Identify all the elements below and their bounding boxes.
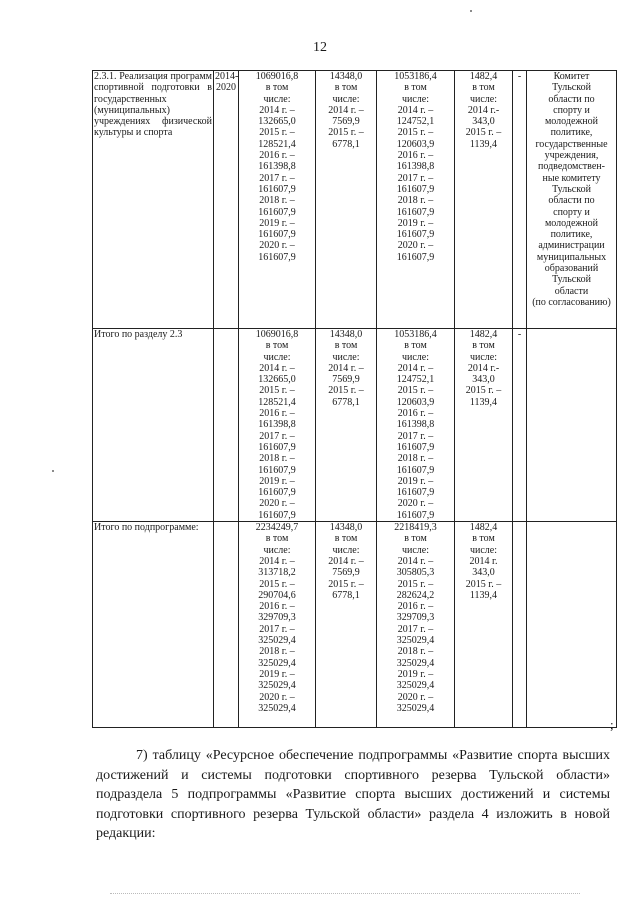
regional-budget-cell-line: в том	[404, 533, 427, 545]
years-cell	[214, 522, 239, 728]
executor-cell	[527, 522, 617, 728]
municipal-budget-cell-line: 2014 г.	[469, 555, 498, 567]
total-amount-cell-line: в том	[265, 340, 289, 352]
total-amount-cell-line: 2020 г. –	[259, 691, 295, 703]
executor-cell-line: образований	[544, 263, 599, 275]
total-amount-cell-line: 2014 г. –	[259, 104, 295, 116]
federal-budget-cell-line: 2014 г. –	[328, 555, 364, 567]
total-amount-cell-line: 2018 г. –	[259, 646, 295, 658]
total-amount-cell	[239, 71, 316, 329]
municipal-budget-cell	[455, 522, 513, 728]
regional-budget-cell-line: 120603,9	[396, 138, 435, 150]
executor-cell-line: Комитет	[553, 71, 590, 82]
total-amount-cell-line: 161607,9	[258, 206, 296, 218]
municipal-budget-cell-line: в том	[472, 340, 495, 352]
regional-budget-cell-line: 2015 г. –	[397, 127, 434, 139]
executor-cell-line: муниципальных	[536, 251, 607, 263]
total-amount-cell-line: числе:	[263, 351, 291, 363]
federal-budget-cell-line: 6778,1	[332, 138, 360, 150]
regional-budget-cell-line: 2018 г. –	[397, 646, 434, 658]
federal-budget-cell	[316, 71, 377, 329]
municipal-budget-cell-line: 1482,4	[469, 329, 498, 340]
regional-budget-cell-line: числе:	[401, 351, 430, 363]
executor-cell	[527, 329, 617, 522]
regional-budget-cell-line: 329709,3	[396, 612, 435, 624]
total-amount-cell-line: 161398,8	[258, 161, 296, 173]
federal-budget-cell	[316, 329, 377, 522]
total-amount-cell-line: 325029,4	[258, 635, 296, 647]
executor-cell-line: Тульской	[552, 82, 591, 94]
executor-cell-line: молодежной	[544, 116, 599, 128]
total-amount-cell-line: 2018 г. –	[259, 453, 295, 465]
regional-budget-cell-line: в том	[404, 340, 427, 352]
regional-budget-cell-line: 2014 г. –	[397, 362, 434, 374]
total-amount-cell-line: 313718,2	[258, 567, 296, 579]
total-amount-cell-line: 161607,9	[258, 229, 296, 241]
total-amount-cell-line: 325029,4	[258, 702, 296, 714]
municipal-budget-cell-line: 1482,4	[469, 71, 498, 82]
total-amount-cell	[239, 522, 316, 728]
municipal-budget-cell-line: в том	[472, 82, 495, 94]
federal-budget-cell-line: 2015 г. –	[328, 578, 364, 590]
total-amount-cell-line: 2016 г. –	[259, 601, 295, 613]
regional-budget-cell-line: 2020 г. –	[397, 498, 434, 510]
regional-budget-cell-line: 2017 г. –	[397, 623, 434, 635]
total-amount-cell-line: 1069016,8	[255, 329, 299, 340]
regional-budget-cell-line: 2019 г. –	[397, 217, 434, 229]
regional-budget-cell-line: 124752,1	[396, 374, 435, 386]
total-amount-cell-line: 2017 г. –	[259, 172, 295, 184]
executor-cell-line: Тульской	[552, 274, 591, 286]
regional-budget-cell-line: 2017 г. –	[397, 172, 434, 184]
municipal-budget-cell-line: 343,0	[472, 567, 495, 579]
measure-name-cell: 2.3.1. Реализация программ спортивной подготовки в государственных (муниципальных) учреждениях физической культуры и спорта	[93, 71, 214, 329]
measure-name-cell: Итого по разделу 2.3	[93, 329, 214, 522]
total-amount-cell-line: 2016 г. –	[259, 408, 295, 420]
municipal-budget-cell-line: 2014 г.-	[467, 104, 500, 116]
total-amount-cell-line: 2019 г. –	[259, 217, 295, 229]
federal-budget-cell-line: числе:	[332, 544, 360, 556]
total-amount-cell-line: 2018 г. –	[259, 195, 295, 207]
scan-speck	[52, 470, 54, 472]
federal-budget-cell-line: 14348,0	[329, 329, 363, 340]
executor-cell-line: области	[554, 285, 589, 297]
regional-budget-cell-line: 161398,8	[396, 161, 435, 173]
executor-cell-line: спорту и	[553, 206, 590, 218]
scan-artifact-line	[110, 893, 580, 895]
executor-cell-line: администрации	[538, 240, 605, 252]
executor-cell-line: области по	[548, 93, 595, 105]
total-amount-cell-line: в том	[265, 533, 289, 545]
total-amount-cell-line: 2020 г. –	[259, 498, 295, 510]
municipal-budget-cell-line: 1139,4	[469, 138, 498, 150]
federal-budget-cell-line: 2015 г. –	[328, 127, 364, 139]
municipal-budget-cell-line: числе:	[469, 93, 498, 105]
regional-budget-cell-line: 161398,8	[396, 419, 435, 431]
federal-budget-cell	[316, 522, 377, 728]
regional-budget-cell-line: 161607,9	[396, 464, 435, 476]
executor-cell-line: политике,	[550, 229, 593, 241]
regional-budget-cell-line: 161607,9	[396, 441, 435, 453]
executor-cell-line: государственные	[535, 138, 608, 150]
regional-budget-cell-line: 2020 г. –	[397, 240, 434, 252]
federal-budget-cell-line: 6778,1	[332, 396, 360, 408]
municipal-budget-cell-line: 343,0	[472, 374, 495, 386]
total-amount-cell-line: в том	[265, 82, 289, 94]
total-amount-cell-line: 2016 г. –	[259, 150, 295, 162]
total-amount-cell-line: 161607,9	[258, 183, 296, 195]
measure-name-cell: Итого по подпрограмме:	[93, 522, 214, 728]
regional-budget-cell-line: 325029,4	[396, 635, 435, 647]
other-sources-cell: -	[513, 329, 527, 522]
regional-budget-cell-line: 282624,2	[396, 589, 435, 601]
executor-cell	[527, 71, 617, 329]
regional-budget-cell-line: 124752,1	[396, 116, 435, 128]
regional-budget-cell-line: 325029,4	[396, 680, 435, 692]
total-amount-cell-line: 128521,4	[258, 138, 296, 150]
executor-cell-line: области по	[548, 195, 595, 207]
municipal-budget-cell-line: 1139,4	[469, 589, 498, 601]
regional-budget-cell-line: 2218419,3	[394, 522, 437, 534]
federal-budget-cell-line: 14348,0	[329, 522, 363, 534]
total-amount-cell-line: 325029,4	[258, 680, 296, 692]
federal-budget-cell-line: в том	[334, 340, 358, 352]
total-amount-cell-line: 2234249,7	[255, 522, 299, 534]
regional-budget-cell-line: 1053186,4	[394, 329, 437, 340]
total-amount-cell-line: 161607,9	[258, 487, 296, 499]
total-amount-cell-line: 1069016,8	[255, 71, 299, 82]
executor-cell-line: (по согласованию)	[532, 296, 611, 308]
federal-budget-cell-line: 7569,9	[332, 567, 360, 579]
budget-table	[92, 70, 617, 728]
executor-cell-line: молодежной	[544, 217, 599, 229]
regional-budget-cell-line: 2019 г. –	[397, 668, 434, 680]
regional-budget-cell-line: 1053186,4	[394, 71, 437, 82]
total-amount-cell	[239, 329, 316, 522]
federal-budget-cell-line: числе:	[332, 93, 360, 105]
regional-budget-cell-line: 325029,4	[396, 702, 435, 714]
municipal-budget-cell-line: числе:	[469, 351, 498, 363]
page-number: 12	[313, 40, 327, 55]
regional-budget-cell-line: 2016 г. –	[397, 408, 434, 420]
federal-budget-cell-line: 2014 г. –	[328, 104, 364, 116]
regional-budget-cell-line: 2018 г. –	[397, 195, 434, 207]
regional-budget-cell-line: 305805,3	[396, 567, 435, 579]
total-amount-cell-line: числе:	[263, 544, 291, 556]
municipal-budget-cell-line: 2015 г. –	[465, 385, 502, 397]
table-row	[93, 71, 617, 329]
total-amount-cell-line: 2019 г. –	[259, 475, 295, 487]
regional-budget-cell-line: 2018 г. –	[397, 453, 434, 465]
total-amount-cell-line: 132665,0	[258, 374, 296, 386]
total-amount-cell-line: 2014 г. –	[259, 362, 295, 374]
other-sources-cell: -	[513, 71, 527, 329]
trailing-semicolon: ;	[610, 717, 614, 732]
regional-budget-cell-line: 161607,9	[396, 229, 435, 241]
executor-cell-line: учреждения,	[544, 150, 599, 162]
federal-budget-cell-line: 2014 г. –	[328, 362, 364, 374]
regional-budget-cell-line: 161607,9	[396, 509, 435, 521]
total-amount-cell-line: 128521,4	[258, 396, 296, 408]
executor-cell-line: подведомствен-	[538, 161, 605, 173]
regional-budget-cell-line: 120603,9	[396, 396, 435, 408]
municipal-budget-cell-line: 1482,4	[469, 522, 498, 534]
municipal-budget-cell-line: 2015 г. –	[465, 578, 502, 590]
regional-budget-cell-line: 161607,9	[396, 206, 435, 218]
years-cell	[214, 329, 239, 522]
executor-cell-line: Тульской	[552, 183, 591, 195]
federal-budget-cell-line: в том	[334, 82, 358, 94]
total-amount-cell-line: 2019 г. –	[259, 668, 295, 680]
total-amount-cell-line: 161607,9	[258, 441, 296, 453]
executor-cell-line: политике,	[550, 127, 593, 139]
regional-budget-cell-line: 2014 г. –	[397, 104, 434, 116]
total-amount-cell-line: числе:	[263, 93, 291, 105]
regional-budget-cell-line: 2014 г. –	[397, 555, 434, 567]
regional-budget-cell	[377, 522, 455, 728]
total-amount-cell-line: 2014 г. –	[259, 555, 295, 567]
total-amount-cell-line: 2015 г. –	[259, 578, 295, 590]
regional-budget-cell-line: 2015 г. –	[397, 385, 434, 397]
total-amount-cell-line: 325029,4	[258, 657, 296, 669]
total-amount-cell-line: 2015 г. –	[259, 127, 295, 139]
federal-budget-cell-line: 2015 г. –	[328, 385, 364, 397]
total-amount-cell-line: 2015 г. –	[259, 385, 295, 397]
municipal-budget-cell-line: 1139,4	[469, 396, 498, 408]
regional-budget-cell-line: 2017 г. –	[397, 430, 434, 442]
total-amount-cell-line: 161398,8	[258, 419, 296, 431]
regional-budget-cell-line: числе:	[401, 544, 430, 556]
regional-budget-cell-line: 2020 г. –	[397, 691, 434, 703]
regional-budget-cell-line: 2015 г. –	[397, 578, 434, 590]
municipal-budget-cell	[455, 71, 513, 329]
federal-budget-cell-line: 14348,0	[329, 71, 363, 82]
federal-budget-cell-line: в том	[334, 533, 358, 545]
amendment-paragraph: 7) таблицу «Ресурсное обеспечение подпрограммы «Развитие спорта высших достижений и системы подготовки спортивного резерва Тульской области» подраздела 5 подпрограммы «Развитие спорта высших достижений и системы подготовки спортивного резерва Тульской области» раздела 4 изложить в новой редакции:	[96, 748, 610, 841]
municipal-budget-cell-line: 2014 г.-	[467, 362, 500, 374]
scan-speck	[470, 10, 472, 12]
municipal-budget-cell	[455, 329, 513, 522]
total-amount-cell-line: 2020 г. –	[259, 240, 295, 252]
federal-budget-cell-line: 7569,9	[332, 374, 360, 386]
regional-budget-cell-line: 2016 г. –	[397, 601, 434, 613]
executor-cell-line: ные комитету	[542, 172, 601, 184]
table-row	[93, 329, 617, 522]
total-amount-cell-line: 2017 г. –	[259, 430, 295, 442]
regional-budget-cell-line: 2019 г. –	[397, 475, 434, 487]
regional-budget-cell-line: в том	[404, 82, 427, 94]
total-amount-cell-line: 161607,9	[258, 509, 296, 521]
municipal-budget-cell-line: в том	[472, 533, 495, 545]
regional-budget-cell	[377, 329, 455, 522]
federal-budget-cell-line: числе:	[332, 351, 360, 363]
federal-budget-cell-line: 6778,1	[332, 589, 360, 601]
regional-budget-cell	[377, 71, 455, 329]
regional-budget-cell-line: 161607,9	[396, 251, 435, 263]
regional-budget-cell-line: 325029,4	[396, 657, 435, 669]
total-amount-cell-line: 161607,9	[258, 464, 296, 476]
regional-budget-cell-line: числе:	[401, 93, 430, 105]
other-sources-cell	[513, 522, 527, 728]
municipal-budget-cell-line: числе:	[469, 544, 498, 556]
total-amount-cell-line: 161607,9	[258, 251, 296, 263]
total-amount-cell-line: 2017 г. –	[259, 623, 295, 635]
municipal-budget-cell-line: 2015 г. –	[465, 127, 502, 139]
total-amount-cell-line: 290704,6	[258, 589, 296, 601]
municipal-budget-cell-line: 343,0	[472, 116, 495, 128]
regional-budget-cell-line: 161607,9	[396, 183, 435, 195]
regional-budget-cell-line: 2016 г. –	[397, 150, 434, 162]
federal-budget-cell-line: 7569,9	[332, 116, 360, 128]
regional-budget-cell-line: 161607,9	[396, 487, 435, 499]
table-row	[93, 522, 617, 728]
total-amount-cell-line: 132665,0	[258, 116, 296, 128]
total-amount-cell-line: 329709,3	[258, 612, 296, 624]
executor-cell-line: спорту и	[553, 104, 590, 116]
years-cell: 2014-2020	[214, 71, 239, 329]
